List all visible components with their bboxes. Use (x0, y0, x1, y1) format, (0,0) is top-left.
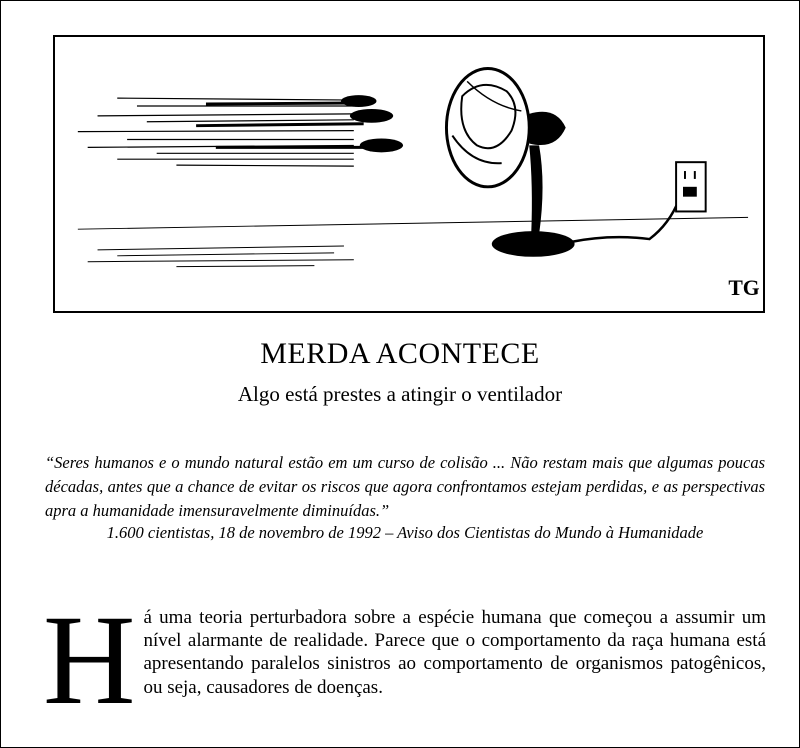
drop-cap: H (43, 589, 136, 731)
page-title: MERDA ACONTECE (260, 337, 540, 370)
epigraph-quote: “Seres humanos e o mundo natural estão em um curso de colisão ... Não restam mais que algumas poucas décadas, antes que a chance de evitar os riscos que agora confrontamos estejam perdidas, e as perspectivas apra a humanidade imensuravelmente diminuídas.” (45, 453, 765, 520)
globe-fan-icon (446, 69, 679, 257)
artist-signature: TG (728, 276, 760, 301)
page-subtitle: Algo está prestes a atingir o ventilador (237, 382, 563, 406)
floor-shadow (88, 246, 354, 267)
quote-attribution: 1.600 cientistas, 18 de novembro de 1992 – Aviso dos Cientistas do Mundo à Humanidade (106, 523, 704, 542)
cartoon-illustration (53, 35, 765, 313)
wall-outlet-icon (676, 162, 706, 211)
body-paragraph-text: á uma teoria perturbadora sobre a espécie humana que começou a assumir um nível alarmante de realidade. Parece que o comportamento da raça humana está apresentando paralelos sinistros ao comportamento de organismos patogênicos, ou seja, causadores de doenças. (143, 607, 766, 698)
body-paragraph (43, 589, 766, 731)
fan-cartoon-svg (55, 37, 763, 311)
flying-projectiles-icon (78, 95, 403, 166)
floor-line (78, 217, 748, 229)
